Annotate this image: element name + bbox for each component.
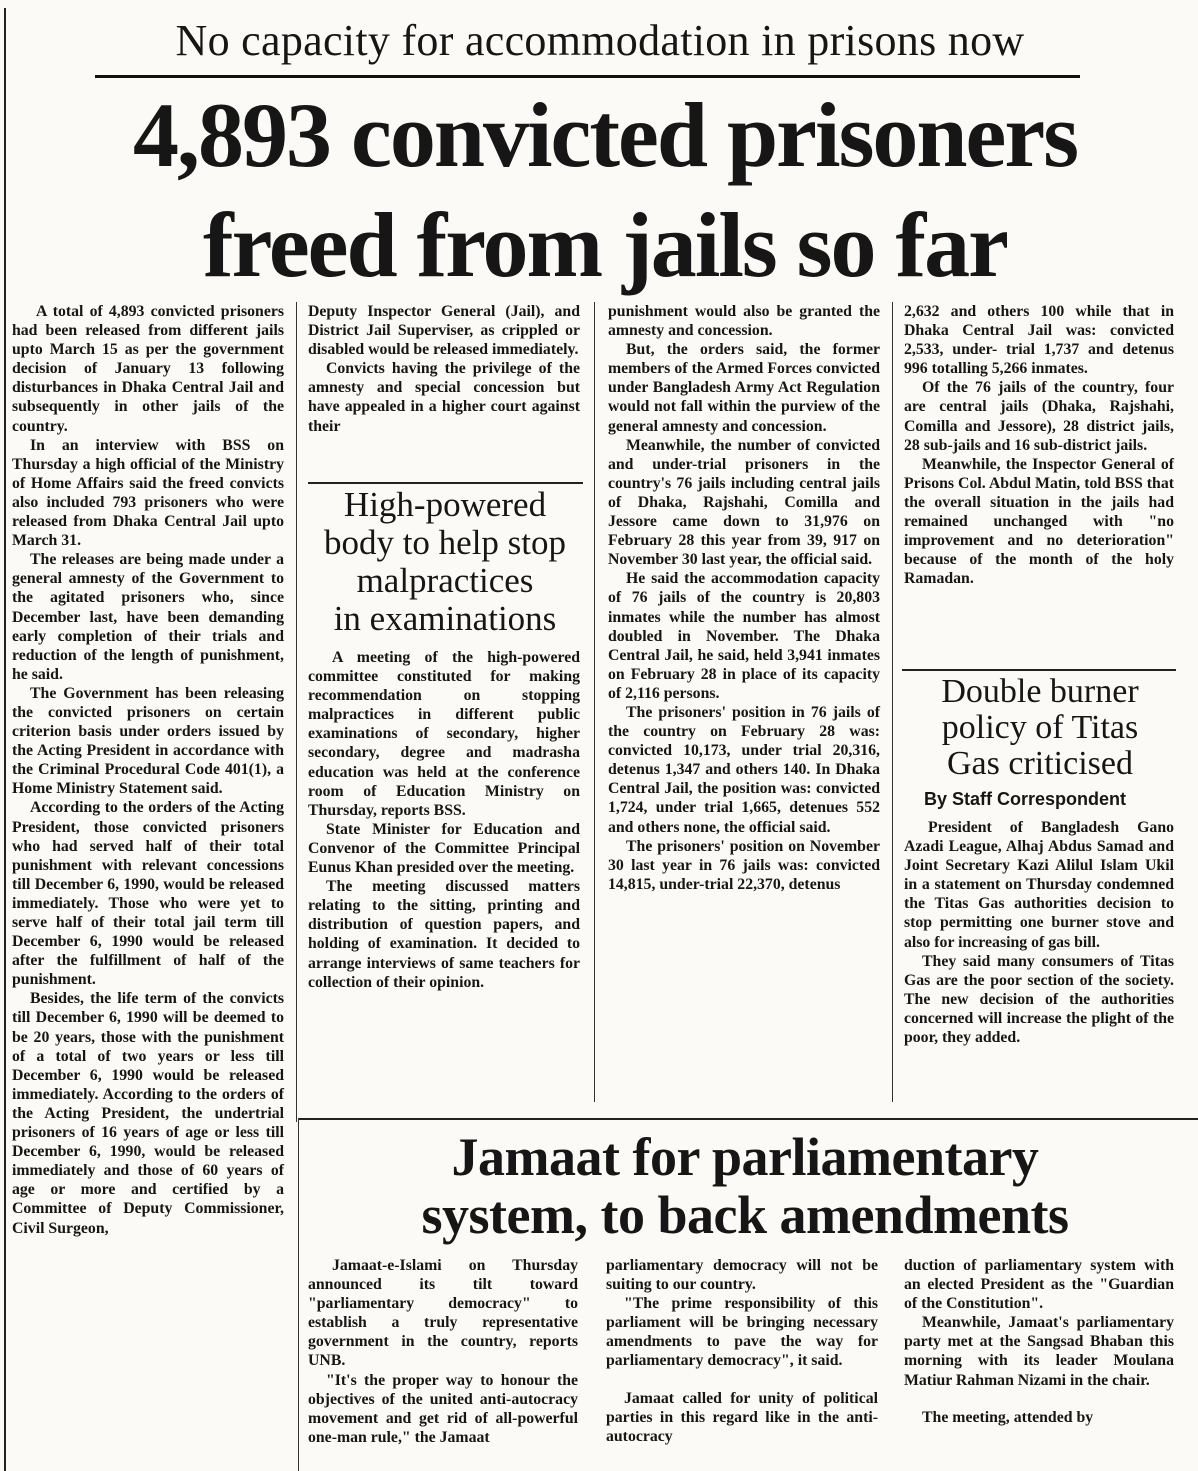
left-border-rule [4, 8, 6, 1471]
story3-byline: By Staff Correspondent [924, 789, 1127, 809]
story4-paragraph: parliamentary democracy will not be suiting to our country. [606, 1257, 878, 1294]
story2-headline-line: in examinations [333, 599, 557, 638]
story1-paragraph: In an interview with BSS on Thursday a high official of the Ministry of Home Affairs said the freed convicts also included 793 prisoners who were released from Dhaka Central Jail upto March 31. [12, 436, 284, 550]
story1-paragraph: 2,632 and others 100 while that in Dhaka Central Jail was: convicted 2,533, under- trial 1,737 and detenus 996 totalling 5,266 inmates. [904, 303, 1174, 378]
story3-headline [898, 674, 1182, 782]
story1-paragraph: The Government has been releasing the convicted prisoners on certain criterion basis under orders issued by the Acting President in accordance with the Criminal Procedural Code 401(1), a Home Ministry Statement said. [12, 684, 284, 798]
story3-paragraph: President of Bangladesh Gano Azadi League, Alhaj Abdus Samad and Joint Secretary Kazi Alilul Islam Ukil in a statement on Thursday condemned the Titas Gas authorities decision to stop permitting one burner stove and also for increasing of gas bill. [904, 819, 1174, 951]
story2-paragraph: State Minister for Education and Convenor of the Committee Principal Eunus Khan presided over the meeting. [308, 820, 580, 877]
story1-column-4 [904, 302, 1174, 588]
story1-paragraph: According to the orders of the Acting President, those convicted prisoners who had served half of their total punishment with relevant concessions till December 6, 1990, would be released immediately. Those who were yet to serve half of their total jail term till December 6, 1990 would be released after the fulfillment of half of the punishment. [12, 799, 284, 989]
story4-paragraph: "It's the proper way to honour the objectives of the united anti-autocracy movement and get rid of all-powerful one-man rule," the Jamaat [308, 1371, 578, 1446]
story4-top-rule [298, 1118, 1198, 1120]
story1-paragraph: The prisoners' position on November 30 last year in 76 jails was: convicted 14,815, under-trial 22,370, detenus [608, 837, 880, 893]
story1-paragraph: But, the orders said, the former members of the Armed Forces convicted under Bangladesh Army Act Regulation would not fall within the purview of the general amnesty and concession. [608, 341, 880, 435]
story1-paragraph: Meanwhile, the number of convicted and under-trial prisoners in the country's 76 jails including central jails of Dhaka, Rajshahi, Comilla and Jessore came down to 31,976 on February 28 this year from 39, 917 on November 30 last year, the official said. [608, 436, 880, 569]
story4-paragraph: The meeting, attended by [922, 1408, 1094, 1426]
story2-headline-line: body to help stop [323, 523, 567, 562]
story4-paragraph: Jamaat-e-Islami on Thursday announced its tilt toward "parliamentary democracy" to establish a truly representative government in the country, reports UNB. [308, 1257, 578, 1370]
column-divider [892, 302, 893, 1102]
story4-paragraph: Meanwhile, Jamaat's parliamentary party met at the Sangsad Bhaban this morning with its leader Moulana Matiur Rahman Nizami in the chair. [904, 1314, 1174, 1389]
story4-paragraph: Jamaat called for unity of political parties in this regard like in the anti-autocracy [606, 1389, 878, 1445]
story3-headline-line: Double burner [941, 673, 1139, 710]
main-headline [30, 80, 1180, 300]
main-headline-line-1: 4,893 convicted prisoners [132, 84, 1078, 186]
story2-headline-line: High-powered [343, 485, 547, 524]
story4-left-rule [298, 1118, 299, 1471]
story3-headline-line: Gas criticised [947, 745, 1133, 782]
story4-column-3 [904, 1256, 1174, 1427]
story4-headline-line: Jamaat for parliamentary [451, 1127, 1039, 1187]
story1-column-3 [608, 302, 880, 894]
story2-body [308, 648, 580, 992]
story1-column-2 [308, 302, 580, 436]
column-divider [594, 302, 595, 1102]
story4-column-2 [606, 1256, 878, 1446]
story1-paragraph: The prisoners' position in 76 jails of the country on February 28 was: convicted 10,173, under trial 20,316, detenus 1,347 and others 140. In Dhaka Central Jail, the position was: convicted 1,724, under trial 1,665, detenues 552 and others none, the official said. [608, 703, 880, 836]
story1-paragraph: The releases are being made under a general amnesty of the Government to the agitated prisoners who, since December last, have been demanding early completion of their trials and reduction of the length of punishment, he said. [12, 551, 284, 683]
story1-paragraph: punishment would also be granted the amnesty and concession. [608, 303, 880, 340]
story1-paragraph: A total of 4,893 convicted prisoners had been released from different jails upto March 15 as per the government decision of January 13 following disturbances in Dhaka Central Jail and subsequently in other jails of the country. [12, 303, 284, 435]
story2-headline-line: malpractices [356, 561, 534, 600]
kicker-underline [95, 75, 1080, 78]
story2-headline [300, 486, 590, 638]
story4-paragraph: duction of parliamentary system with an elected President as the "Guardian of the Constitution". [904, 1257, 1174, 1313]
story1-paragraph: Deputy Inspector General (Jail), and District Jail Superviser, as crippled or disabled would be released immediately. [308, 303, 580, 359]
story3-headline-line: policy of Titas [941, 709, 1139, 746]
main-headline-line-2: freed from jails so far [203, 194, 1007, 296]
story1-column-1 [12, 302, 284, 1238]
story4-column-1 [308, 1256, 578, 1447]
column-divider [296, 302, 297, 1122]
kicker-headline: No capacity for accommodation in prisons now [175, 16, 1025, 65]
story2-paragraph: The meeting discussed matters relating to the sitting, printing and distribution of question papers, and holding of examination. It decided to arrange interviews of same teachers for collection of their opinion. [308, 878, 580, 991]
story2-top-rule [308, 482, 583, 484]
story3-top-rule [902, 669, 1176, 671]
story3-body [904, 818, 1174, 1047]
story1-paragraph: He said the accommodation capacity of 76 jails of the country is 20,803 inmates while the number has almost doubled in November. The Dhaka Central Jail, he said, held 3,941 inmates on February 28 in place of its capacity of 2,116 persons. [608, 570, 880, 702]
story1-paragraph: Of the 76 jails of the country, four are central jails (Dhaka, Rajshahi, Comilla and Jessore), 28 district jails, 28 sub-jails and 16 sub-district jails. [904, 379, 1174, 454]
story1-paragraph: Convicts having the privilege of the amnesty and special concession but have appealed in a higher court against their [308, 360, 580, 435]
story4-headline [300, 1128, 1190, 1244]
story1-paragraph: Besides, the life term of the convicts till December 6, 1990 will be deemed to be 20 years, those with the punishment of a total of two years or less till December 6, 1990 would be released immediately. According to the orders of the Acting President, the undertrial prisoners of 16 years of age or less till December 6, 1990, would be released immediately and those of 60 years of age or more and certified by a Committee of Deputy Commissioner, Civil Surgeon, [12, 990, 284, 1237]
story4-paragraph: "The prime responsibility of this parliament will be bringing necessary amendments to pave the way for parliamentary democracy", it said. [606, 1295, 878, 1370]
story1-paragraph: Meanwhile, the Inspector General of Prisons Col. Abdul Matin, told BSS that the overall situation in the jails had remained unchanged with "no improvement and no deterioration" because of the month of the holy Ramadan. [904, 455, 1174, 588]
story2-paragraph: A meeting of the high-powered committee constituted for making recommendation on stopping malpractices in different public examinations of secondary, higher secondary, degree and madrasha education was held at the conference room of Education Ministry on Thursday, reports BSS. [308, 649, 580, 819]
story3-paragraph: They said many consumers of Titas Gas are the poor section of the society. The new decision of the authorities concerned will increase the plight of the poor, they added. [904, 952, 1174, 1047]
story4-headline-line: system, to back amendments [421, 1185, 1069, 1245]
